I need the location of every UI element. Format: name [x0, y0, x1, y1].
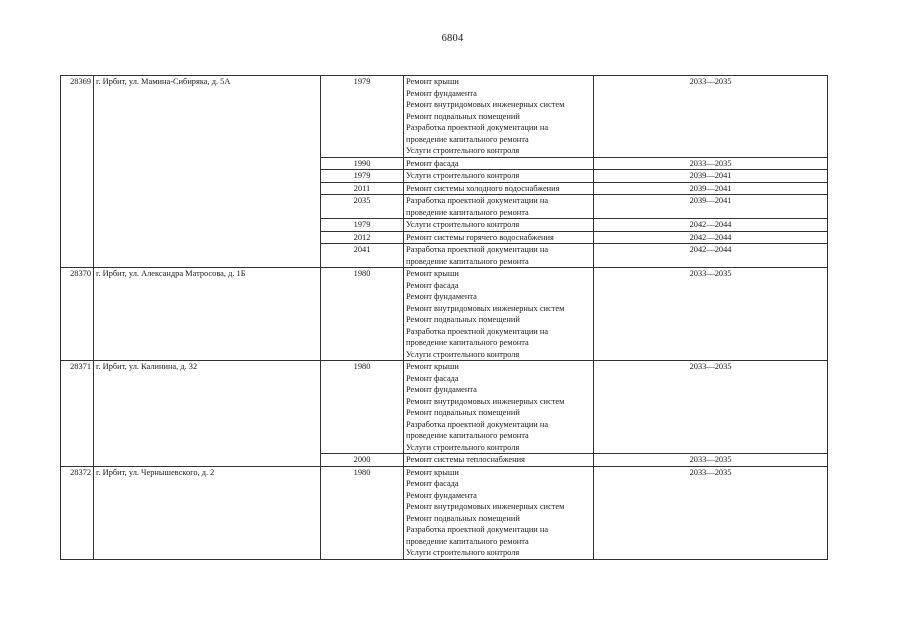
work-type: Ремонт крыши: [406, 77, 459, 86]
work-type: Услуги строительного контроля: [406, 349, 520, 359]
work-types: [404, 361, 594, 454]
last-repair-year: 2041: [321, 244, 404, 268]
planned-period: 2033—2035: [594, 76, 828, 158]
work-type: Ремонт крыши: [406, 269, 459, 278]
work-types: [404, 466, 594, 559]
work-type: Ремонт внутридомовых инженерных систем: [406, 502, 565, 511]
planned-period: 2042—2044: [594, 219, 828, 232]
work-type: проведение капитального ремонта: [406, 536, 529, 546]
page-number: 6804: [441, 33, 464, 44]
work-type: Услуги строительного контроля: [406, 146, 520, 155]
planned-period: 2033—2035: [594, 466, 828, 559]
work-type: Услуги строительного контроля: [406, 548, 520, 557]
building-id: 28372: [61, 466, 94, 559]
table-row: [61, 466, 828, 559]
work-types: [404, 454, 594, 467]
last-repair-year: 1980: [321, 466, 404, 559]
work-type: Ремонт фундамента: [406, 385, 477, 394]
building-id: 28369: [61, 76, 94, 268]
building-id: 28371: [61, 361, 94, 467]
last-repair-year: 1979: [321, 76, 404, 158]
work-type: Ремонт фасада: [406, 373, 459, 383]
last-repair-year: 2012: [321, 231, 404, 244]
planned-period: 2033—2035: [594, 454, 828, 467]
work-type: Ремонт фасада: [406, 158, 459, 168]
work-types: [404, 157, 594, 170]
last-repair-year: 1980: [321, 268, 404, 361]
work-type: Ремонт крыши: [406, 467, 459, 477]
building-address: г. Ирбит, ул. Калинина, д. 32: [94, 361, 321, 467]
work-type: Ремонт подвальных помещений: [406, 111, 520, 121]
work-type: Ремонт внутридомовых инженерных систем: [406, 303, 565, 313]
work-type: Ремонт подвальных помещений: [406, 315, 520, 324]
work-type: Разработка проектной документации на: [406, 525, 549, 534]
last-repair-year: 1980: [321, 361, 404, 454]
work-type: Ремонт системы горячего водоснабжения: [406, 232, 554, 242]
table-row: [61, 76, 828, 158]
last-repair-year: 1979: [321, 219, 404, 232]
building-address: г. Ирбит, ул. Чернышевского, д. 2: [94, 466, 321, 559]
work-type: Разработка проектной документации на: [406, 196, 549, 205]
work-type: Разработка проектной документации на: [406, 419, 549, 429]
last-repair-year: 2000: [321, 454, 404, 467]
work-types: [404, 182, 594, 195]
work-type: проведение капитального ремонта: [406, 134, 529, 144]
work-type: Ремонт системы холодного водоснабжения: [406, 183, 560, 193]
building-address: г. Ирбит, ул. Александра Матросова, д. 1Б: [94, 268, 321, 361]
work-type: Ремонт крыши: [406, 362, 459, 371]
work-type: Ремонт фасада: [406, 280, 459, 290]
work-types: [404, 244, 594, 268]
work-type: проведение капитального ремонта: [406, 256, 529, 266]
planned-period: 2039—2041: [594, 170, 828, 183]
work-type: Ремонт подвальных помещений: [406, 408, 520, 417]
building-address: г. Ирбит, ул. Мамина-Сибиряка, д. 5А: [94, 76, 321, 268]
work-types: [404, 268, 594, 361]
work-type: проведение капитального ремонта: [406, 338, 529, 347]
table-row: [61, 268, 828, 361]
work-type: проведение капитального ремонта: [406, 207, 529, 217]
table-row: [61, 361, 828, 454]
work-type: Разработка проектной документации на: [406, 326, 549, 336]
last-repair-year: 1990: [321, 157, 404, 170]
work-type: Ремонт фундамента: [406, 490, 477, 500]
work-type: Ремонт внутридомовых инженерных систем: [406, 100, 565, 109]
repair-schedule-table: [60, 75, 828, 560]
work-types: [404, 195, 594, 219]
work-type: Ремонт системы теплоснабжения: [406, 455, 525, 464]
work-type: Услуги строительного контроля: [406, 171, 520, 180]
work-type: Ремонт фасада: [406, 479, 459, 488]
work-type: проведение капитального ремонта: [406, 431, 529, 440]
work-type: Разработка проектной документации на: [406, 245, 549, 254]
last-repair-year: 2035: [321, 195, 404, 219]
repair-schedule-body: [61, 76, 828, 560]
planned-period: 2033—2035: [594, 268, 828, 361]
building-id: 28370: [61, 268, 94, 361]
last-repair-year: 2011: [321, 182, 404, 195]
planned-period: 2033—2035: [594, 361, 828, 454]
planned-period: 2042—2044: [594, 231, 828, 244]
planned-period: 2033—2035: [594, 157, 828, 170]
work-types: [404, 76, 594, 158]
work-type: Ремонт внутридомовых инженерных систем: [406, 396, 565, 406]
work-type: Услуги строительного контроля: [406, 220, 520, 229]
work-type: Ремонт фундамента: [406, 88, 477, 98]
planned-period: 2039—2041: [594, 195, 828, 219]
last-repair-year: 1979: [321, 170, 404, 183]
planned-period: 2042—2044: [594, 244, 828, 268]
work-type: Ремонт фундамента: [406, 292, 477, 301]
planned-period: 2039—2041: [594, 182, 828, 195]
work-types: [404, 219, 594, 232]
work-types: [404, 170, 594, 183]
work-type: Услуги строительного контроля: [406, 442, 520, 452]
work-types: [404, 231, 594, 244]
work-type: Разработка проектной документации на: [406, 123, 549, 132]
work-type: Ремонт подвальных помещений: [406, 513, 520, 523]
